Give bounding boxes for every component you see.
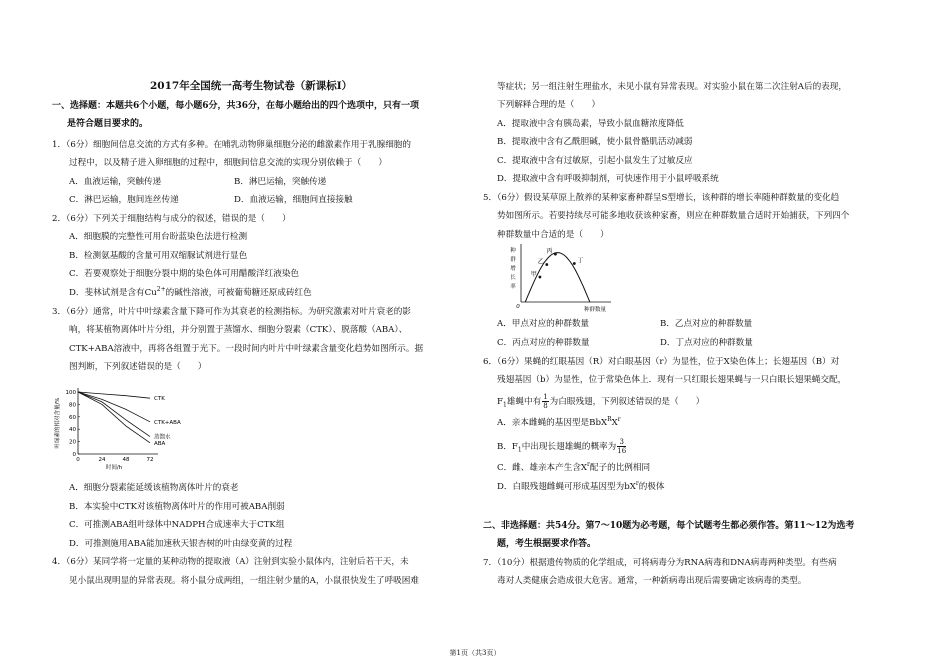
fraction-three-sixteenths: $\frac{3}{16}$ bbox=[617, 438, 627, 455]
y-axis-label: 增 bbox=[510, 266, 516, 272]
series-label: 蒸馏水 bbox=[154, 434, 171, 441]
q3-stem-cont2: CTK+ABA溶液中，再将各组置于光下。一段时间内叶片中叶绿素含量变化趋势如图所示。据 bbox=[69, 344, 424, 354]
q6-option-a: A．亲本雌蝇的基因型是$BbX^RX^r$ bbox=[497, 416, 621, 428]
y-tick-label: 20 bbox=[69, 439, 76, 446]
q3-stem-cont3: 图判断，下列叙述错误的是（ ） bbox=[69, 362, 207, 372]
q5-option-a: A．甲点对应的种群数量 bbox=[497, 319, 590, 329]
x-tick-label: 24 bbox=[98, 457, 106, 463]
q6-stem-cont1: 残翅基因（b）为显性，位于常染色体上．现有一只红眼长翅果蝇与一只白眼长翅果蝇交配， bbox=[497, 375, 847, 385]
y-tick-label: 80 bbox=[69, 402, 76, 409]
q4-stem-cont2: 等症状；另一组注射生理盐水，未见小鼠有异常表现。对实验小鼠在第二次注射A后的表现， bbox=[497, 82, 847, 92]
x-axis-label: 时间/h bbox=[105, 465, 123, 471]
q5-option-c: C．丙点对应的种群数量 bbox=[497, 338, 590, 348]
q1-option-d: D．血液运输，细胞间直接接触 bbox=[234, 195, 353, 205]
curve-point bbox=[554, 253, 557, 256]
series-label: ABA bbox=[154, 440, 166, 447]
point-label: 丙 bbox=[546, 248, 553, 256]
q6-option-b: B．$F_1$中出现长翅雄蝇的概率为 $\frac{3}{16}$ bbox=[497, 438, 627, 455]
q3-option-d: D．可推测施用ABA能加速秋天银杏树的叶由绿变黄的过程 bbox=[69, 539, 293, 549]
q1-stem-cont: 过程中，以及精子进入卵细胞的过程中，细胞间信息交流的实现分别依赖于（ ） bbox=[69, 158, 387, 168]
q2-option-b: B．检测氨基酸的含量可用双缩脲试剂进行显色 bbox=[69, 251, 248, 261]
y-axis-label: 长 bbox=[510, 275, 516, 281]
q6-stem-cont2: $F_1$雄蝇中有 $\frac{1}{8}$ 为白眼残翅，下列叙述错误的是（ ） bbox=[497, 393, 705, 410]
section1-heading: 一、选择题：本题共6个小题，每小题6分，共36分，在每小题给出的四个选项中，只有一项 bbox=[52, 101, 420, 111]
fraction-one-eighth: $\frac{1}{8}$ bbox=[543, 393, 548, 410]
q5-option-d: D．丁点对应的种群数量 bbox=[660, 338, 753, 348]
q3-stem: 3．（6分）通常，叶片中叶绿素含量下降可作为其衰老的检测指标。为研究激素对叶片衰老的影 bbox=[52, 307, 411, 317]
q4-stem-cont3: 下列解释合理的是（ ） bbox=[497, 100, 601, 110]
q4-option-d: D．提取液中含有呼吸抑制剂，可快速作用于小鼠呼吸系统 bbox=[497, 174, 719, 184]
series-label: CTK+ABA bbox=[154, 419, 181, 426]
y-axis-label: 群 bbox=[510, 257, 516, 263]
q4-option-b: B．提取液中含有乙酰胆碱，使小鼠骨骼肌活动减弱 bbox=[497, 137, 693, 147]
q2-option-c: C．若要观察处于细胞分裂中期的染色体可用醋酸洋红液染色 bbox=[69, 269, 300, 279]
q2-option-d: D．斐林试剂是含有$Cu^{2+}$的碱性溶液，可被葡萄糖还原成砖红色 bbox=[69, 286, 312, 298]
q1-option-b: B．淋巴运输，突触传递 bbox=[234, 177, 327, 187]
q1-option-a: A．血液运输，突触传递 bbox=[69, 177, 162, 187]
q4-stem-cont1: 见小鼠出现明显的异常表现。将小鼠分成两组，一组注射少量的A，小鼠很快发生了呼吸困难 bbox=[69, 576, 419, 586]
q3-option-b: B．本实验中CTK对该植物离体叶片的作用可被ABA削弱 bbox=[69, 502, 285, 512]
y-tick-label: 60 bbox=[69, 414, 76, 421]
section2-heading-cont: 题，考生根据要求作答。 bbox=[497, 539, 597, 549]
q2-stem: 2．（6分）下列关于细胞结构与成分的叙述，错误的是（ ） bbox=[52, 214, 291, 224]
x-tick-label: 72 bbox=[146, 457, 154, 463]
x-tick-label: 0 bbox=[76, 457, 80, 463]
q3-option-c: C．可推测ABA组叶绿体中NADPH合成速率大于CTK组 bbox=[69, 520, 285, 530]
y-tick-label: 40 bbox=[69, 427, 76, 434]
section2-heading: 二、非选择题：共54分。第7～10题为必考题，每个试题考生都必须作答。第11～12为选考 bbox=[483, 521, 855, 531]
y-axis-label: 叶绿素的相对含量/% bbox=[55, 397, 61, 449]
series-line bbox=[78, 392, 150, 443]
y-tick-label: 0 bbox=[72, 452, 76, 458]
q5-stem: 5．（6分）假设某草原上散养的某种家畜种群呈S型增长，该种群的增长率随种群数量的变化趋 bbox=[483, 193, 840, 203]
x-axis-label: 种群数量 bbox=[583, 307, 607, 313]
y-tick-label: 100 bbox=[65, 390, 76, 396]
q6-option-d: D．白眼残翅雌蝇可形成基因型为$bX^r$的极体 bbox=[497, 480, 665, 492]
q1-option-c: C．淋巴运输，胞间连丝传递 bbox=[69, 195, 179, 205]
point-label: 乙 bbox=[537, 258, 544, 266]
curve-point bbox=[545, 263, 548, 266]
page-footer: 第1页（共3页） bbox=[449, 649, 501, 657]
q4-option-a: A．提取液中含有胰岛素，导致小鼠血糖浓度降低 bbox=[497, 119, 684, 129]
point-label: 丁 bbox=[577, 257, 584, 265]
series-label: CTK bbox=[154, 396, 165, 403]
growth-rate-chart bbox=[507, 242, 617, 314]
q3-stem-cont1: 响，将某植物离体叶片分组，并分别置于蒸馏水、细胞分裂素（CTK）、脱落酸（ABA）、 bbox=[69, 325, 408, 335]
q3-option-a: A．细胞分裂素能延缓该植物离体叶片的衰老 bbox=[69, 483, 239, 493]
point-label: 甲 bbox=[530, 271, 537, 279]
curve-point bbox=[573, 262, 576, 265]
y-axis-label: 种 bbox=[510, 248, 516, 254]
q4-stem: 4．（6分）某同学将一定量的某种动物的提取液（A）注射到实验小鼠体内，注射后若干天，未 bbox=[52, 557, 409, 567]
q6-option-c: C．雌、雄亲本产生含$X^r$配子的比例相同 bbox=[497, 461, 651, 473]
curve-point bbox=[539, 276, 542, 279]
q7-stem: 7．（10分）根据遗传物质的化学组成，可将病毒分为RNA病毒和DNA病毒两种类型。有些病 bbox=[483, 558, 837, 568]
origin-label: 0 bbox=[516, 304, 520, 310]
y-axis-label: 率 bbox=[510, 284, 516, 290]
chlorophyll-chart bbox=[52, 382, 202, 474]
page-title: 2017年全国统一高考生物试卷（新课标I） bbox=[150, 80, 353, 92]
q5-option-b: B．乙点对应的种群数量 bbox=[660, 319, 753, 329]
section1-heading-cont: 是符合题目要求的。 bbox=[67, 119, 149, 129]
q1-stem: 1．（6分）细胞间信息交流的方式有多种。在哺乳动物卵巢细胞分泌的雌激素作用于乳腺细胞的 bbox=[52, 140, 411, 150]
q2-option-a: A．细胞膜的完整性可用台盼蓝染色法进行检测 bbox=[69, 232, 248, 242]
q4-option-c: C．提取液中含有过敏原，引起小鼠发生了过敏反应 bbox=[497, 156, 693, 166]
q5-stem-cont2: 种群数量中合适的是（ ） bbox=[497, 230, 609, 240]
q5-stem-cont1: 势如图所示。若要持续尽可能多地收获该种家畜，则应在种群数量合适时开始捕获，下列四个 bbox=[497, 211, 850, 221]
x-tick-label: 48 bbox=[122, 457, 130, 463]
q6-stem: 6．（6分）果蝇的红眼基因（R）对白眼基因（r）为显性，位于X染色体上；长翅基因（B）对 bbox=[483, 357, 840, 367]
q7-stem-cont: 毒对人类健康会造成很大危害。通常，一种新病毒出现后需要确定该病毒的类型。 bbox=[497, 576, 807, 586]
series-line bbox=[78, 392, 150, 437]
